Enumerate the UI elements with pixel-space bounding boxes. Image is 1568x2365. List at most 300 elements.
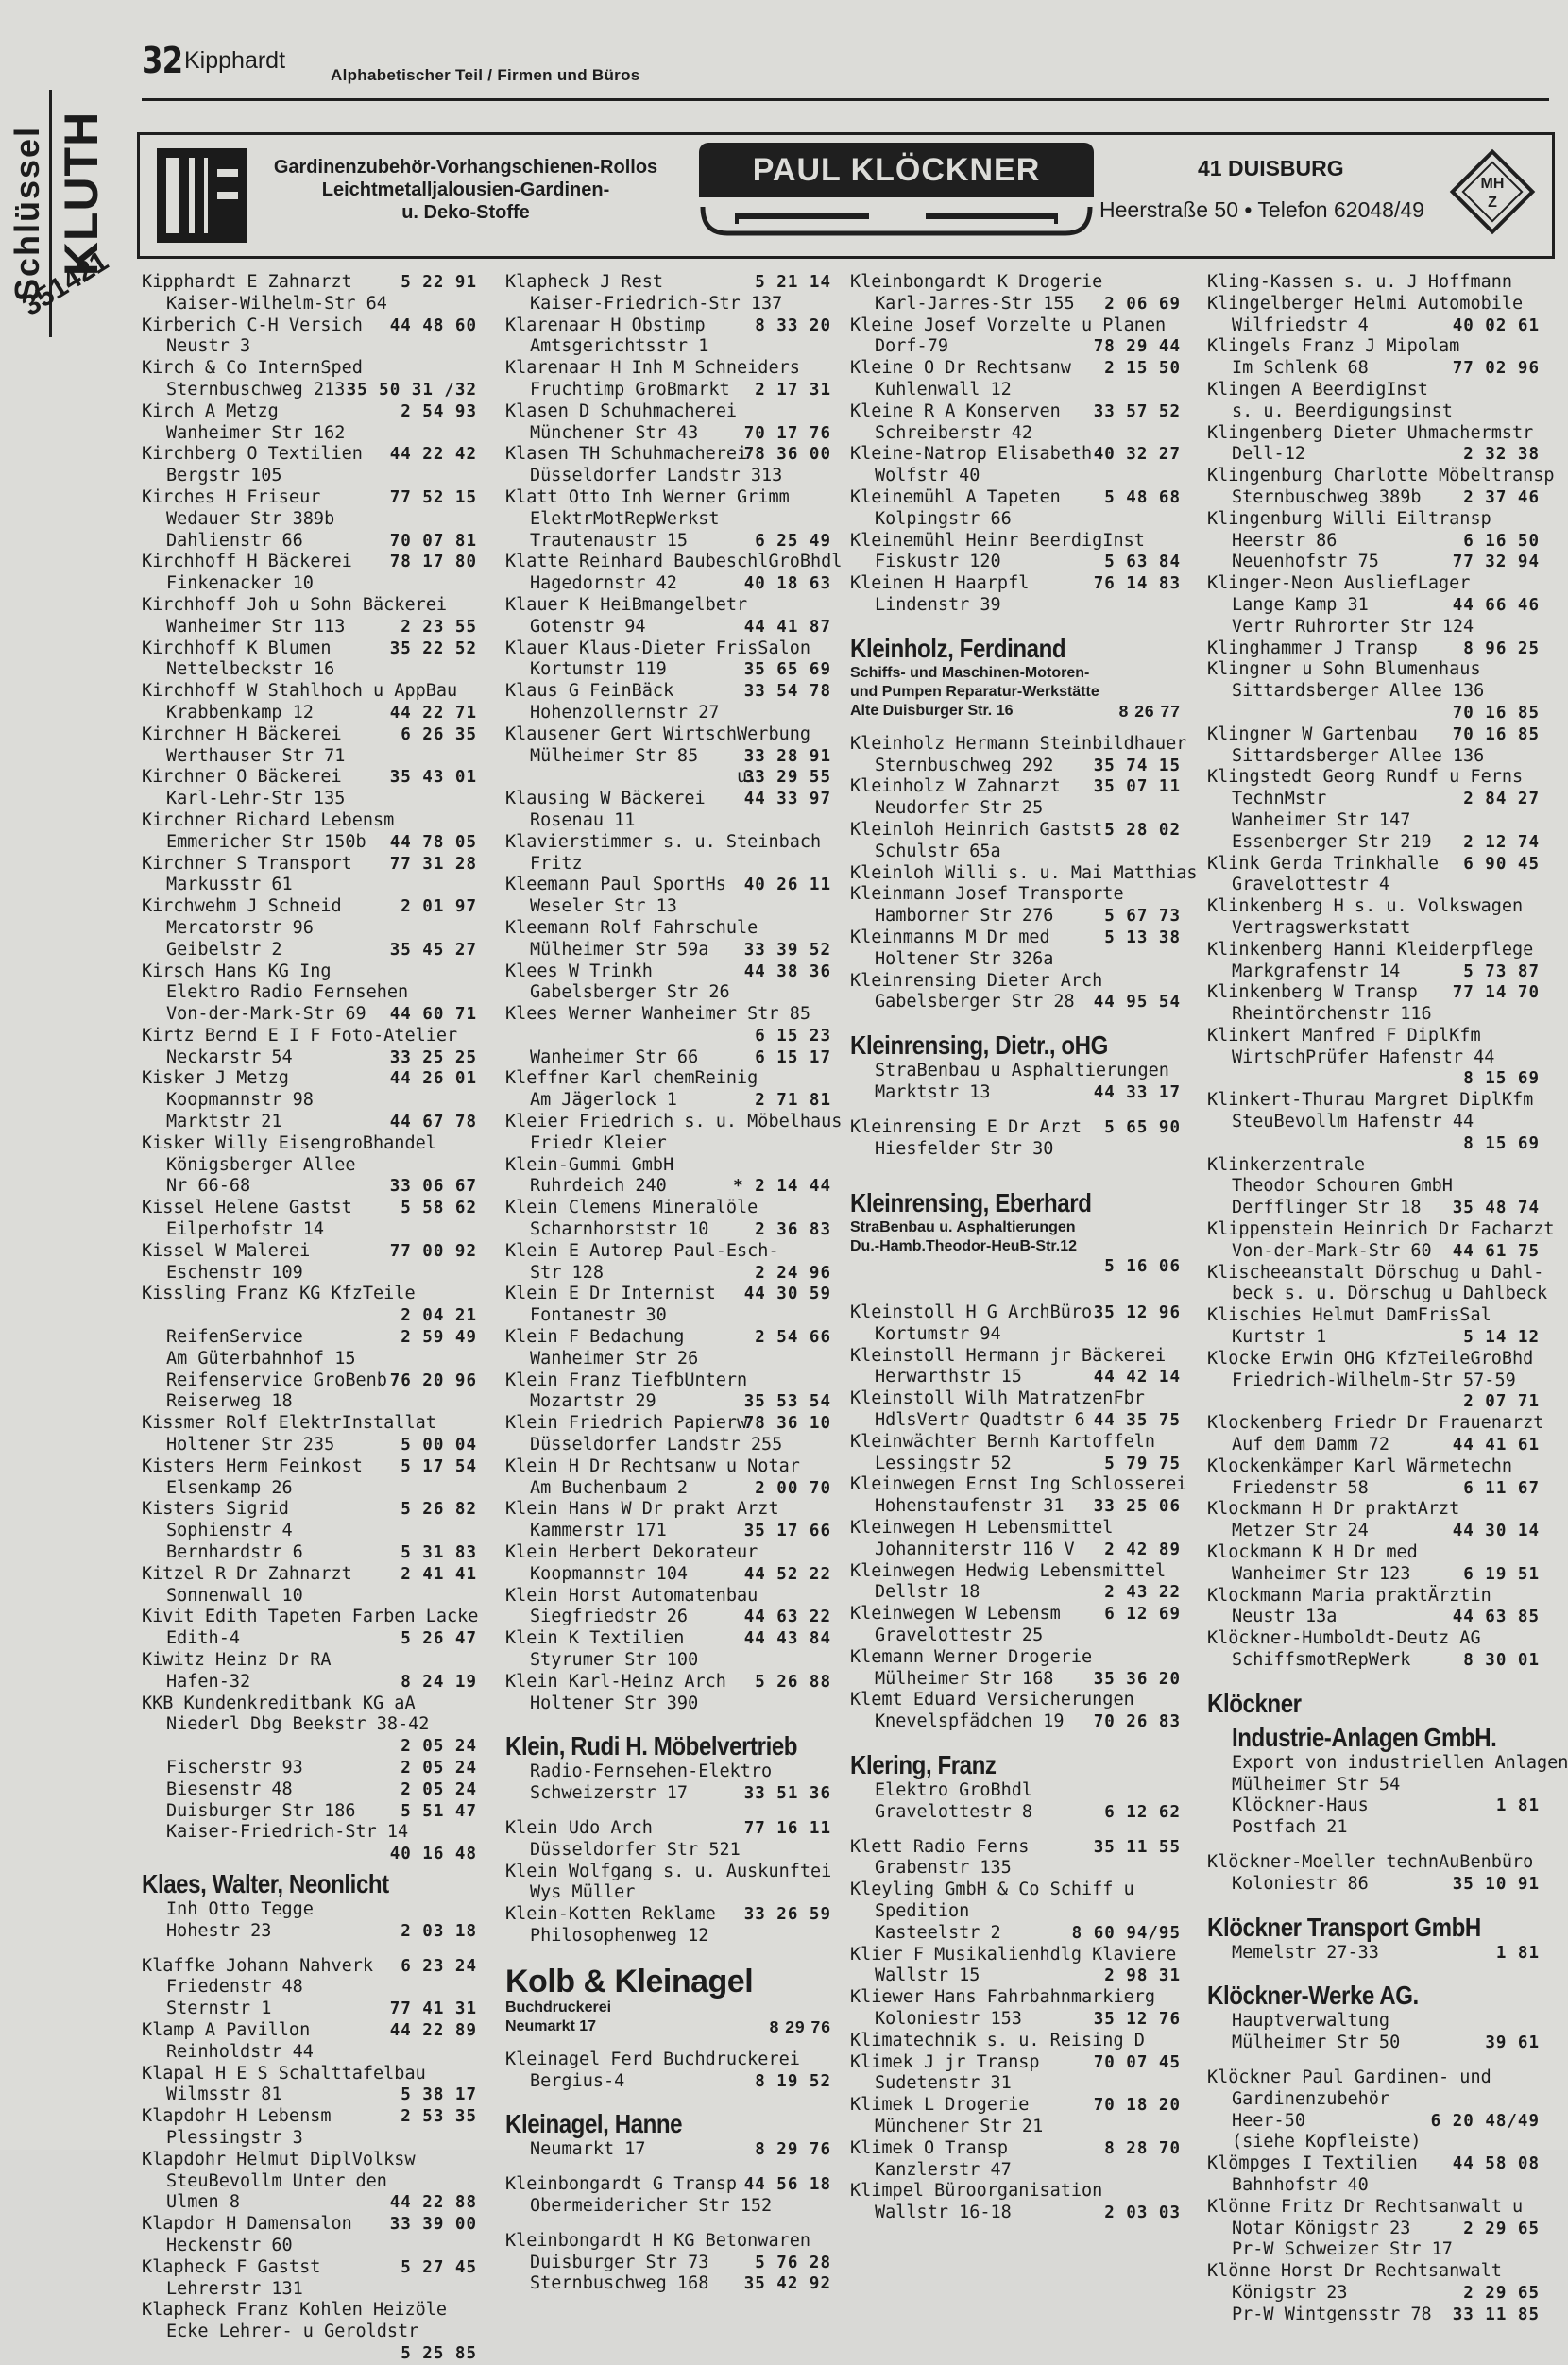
directory-entry-line (505, 1349, 831, 1370)
entry-text: Theodor Schouren GmbH (1232, 1176, 1453, 1197)
directory-entry-line (505, 294, 831, 315)
entry-text: Im Schlenk 68 (1232, 358, 1369, 379)
directory-entry-line (505, 1413, 831, 1435)
entry-phone-number: 44 30 14 (1452, 1522, 1540, 1541)
entry-text: Klees Werner Wanheimer Str 85 (505, 1004, 811, 1025)
entry-phone-number: 6 23 24 (401, 1956, 477, 1976)
entry-text: Mülheimer Str 85 (530, 745, 699, 766)
directory-entry-line (142, 1219, 477, 1241)
directory-entry-line (850, 1139, 1181, 1161)
directory-entry-line (142, 380, 477, 401)
entry-text: Marktstr 21 (166, 1112, 282, 1132)
directory-entry-line (142, 294, 477, 315)
directory-entry-line (850, 1540, 1181, 1561)
entry-phone-number: 5 26 88 (755, 1672, 831, 1692)
entry-phone-number: 5 31 83 (401, 1543, 477, 1563)
entry-text: Kirchwehm J Schneid (142, 896, 342, 917)
entry-text: SchiffsmotRepWerk (1232, 1650, 1411, 1670)
entry-text: Klönne Fritz Dr Rechtsanwalt u (1207, 2196, 1524, 2217)
directory-entry-line (505, 832, 831, 854)
directory-entry-line (505, 940, 831, 961)
entry-text: Klein F Bedachung (505, 1327, 685, 1348)
entry-text: Klapal H E S Schalttafelbau (142, 2063, 426, 2084)
entry-text: Wanheimer Str 147 (1232, 809, 1411, 830)
curtain-rail-icon (699, 201, 1094, 239)
directory-entry-line (850, 1604, 1181, 1625)
entry-phone-number: 33 51 36 (743, 1784, 831, 1804)
directory-entry-line (142, 1413, 477, 1435)
entry-phone-number: 2 98 31 (1104, 1966, 1181, 1986)
directory-entry-line (142, 2279, 477, 2301)
directory-entry-line (1207, 573, 1540, 595)
entry-text: Klett Radio Ferns (850, 1836, 1030, 1857)
entry-text: Nettelbeckstr 16 (166, 659, 335, 680)
directory-entry-line (850, 1302, 1181, 1324)
entry-text: ElektrMotRepWerkst (530, 508, 720, 529)
entry-phone-number: 2 00 70 (755, 1478, 831, 1498)
directory-entry-line (505, 1026, 831, 1047)
entry-phone-number: 2 43 22 (1104, 1583, 1181, 1603)
directory-entry-line (850, 2117, 1181, 2138)
entry-phone-number: 2 59 49 (401, 1328, 477, 1348)
directory-entry-line (142, 573, 477, 595)
entry-text: Sittardsberger Allee 136 (1232, 745, 1485, 766)
directory-entry-line (505, 2273, 831, 2295)
directory-entry-line (142, 724, 477, 746)
entry-phone-number: 2 24 96 (755, 1263, 831, 1283)
entry-text: WirtschPrüfer Hafenstr 44 (1232, 1046, 1495, 1067)
entry-text: Sudetenstr 31 (875, 2073, 1012, 2094)
entry-text: Notar Königstr 23 (1232, 2218, 1411, 2238)
entry-text: Kirch A Metzg (142, 400, 279, 421)
entry-phone-number: 1 81 (1495, 1796, 1540, 1816)
entry-phone-number: 6 19 51 (1463, 1564, 1540, 1584)
entry-text: Spedition (875, 1901, 970, 1922)
entry-text: Kirches H Friseur (142, 486, 321, 507)
directory-entry-line (1207, 1305, 1540, 1327)
entry-text: Klockmann K H Dr med (1207, 1542, 1418, 1563)
entry-text: Friedrich-Wilhelm-Str 57-59 (1232, 1370, 1516, 1390)
entry-text: Kirchner O Bäckerei (142, 767, 342, 788)
entry-phone-number: 5 27 45 (401, 2257, 477, 2277)
entry-text: Klausing W Bäckerei (505, 789, 706, 809)
entry-text: Fiskustr 120 (875, 552, 1001, 572)
directory-entry-line (142, 1822, 477, 1844)
entry-text: Kleinbongardt H KG Betonwaren (505, 2230, 811, 2251)
entry-phone-number: 76 20 96 (389, 1370, 477, 1390)
directory-entry-line (142, 1456, 477, 1478)
entry-phone-number: 44 95 54 (1093, 993, 1181, 1012)
entry-text: Kleinwächter Bernh Kartoffeln (850, 1431, 1156, 1452)
directory-entry-line (1207, 875, 1540, 896)
entry-text: Klamp A Pavillon (142, 2019, 311, 2040)
directory-entry-line (505, 1305, 831, 1327)
directory-entry-line (505, 1370, 831, 1392)
directory-entry-line (1207, 2219, 1540, 2240)
directory-entry-line (1207, 918, 1540, 940)
entry-phone-number: 44 26 01 (389, 1069, 477, 1089)
entry-text: Klaffke Johann Nahverk (142, 1955, 374, 1976)
entry-text: Kipphardt E Zahnarzt (142, 272, 352, 292)
directory-entry-line (850, 1346, 1181, 1368)
entry-text: Klapdohr Helmut DiplVolksw (142, 2149, 416, 2169)
entry-text: Kirchberg O Textilien (142, 444, 363, 465)
entry-phone-number: 2 29 65 (1463, 2283, 1540, 2303)
directory-entry-line (142, 2042, 477, 2064)
entry-phone-number: 5 14 12 (1463, 1328, 1540, 1348)
entry-phone-number: 6 15 23 (755, 1026, 831, 1046)
entry-text: Klatte Reinhard BaubeschlGroBhdl (505, 552, 843, 572)
directory-entry-line (505, 531, 831, 553)
entry-text: Klein E Dr Internist (505, 1284, 716, 1304)
directory-entry-line (1207, 1241, 1540, 1263)
entry-phone-number: 5 79 75 (1104, 1454, 1181, 1473)
directory-entry-line (1207, 1852, 1540, 1874)
entry-phone-number: 33 25 06 (1093, 1497, 1181, 1517)
entry-phone-number: 78 17 80 (389, 553, 477, 572)
directory-entry-line (142, 1047, 477, 1069)
entry-text: Essenberger Str 219 (1232, 831, 1432, 852)
entry-phone-number: 44 58 08 (1452, 2154, 1540, 2174)
directory-entry-line (850, 2138, 1181, 2160)
directory-entry-line (142, 1521, 477, 1542)
directory-entry-line (505, 380, 831, 401)
directory-entry-line (142, 1628, 477, 1650)
directory-entry-line (850, 1945, 1181, 1966)
entry-text: Koopmannstr 98 (166, 1090, 314, 1111)
entry-text: Klönne Horst Dr Rechtsanwalt (1207, 2261, 1502, 2282)
directory-entry-line (505, 1650, 831, 1672)
directory-entry-line (850, 1117, 1181, 1139)
entry-phone-number: 35 43 01 (389, 768, 477, 788)
entry-text: Klimpel Büroorganisation (850, 2181, 1103, 2202)
entry-text: Klöckner-Haus (1232, 1795, 1369, 1816)
directory-entry-line (142, 2300, 477, 2322)
entry-text: Elektro Radio Fernsehen (166, 982, 409, 1003)
entry-phone-number: 5 48 68 (1104, 487, 1181, 507)
entry-text: Metzer Str 24 (1232, 1521, 1369, 1541)
featured-entry-line (505, 2105, 831, 2139)
entry-phone-number: 70 16 85 (1452, 724, 1540, 744)
entry-phone-number: 77 02 96 (1452, 359, 1540, 379)
entry-text: Kurtstr 1 (1232, 1327, 1327, 1348)
entry-text: Klauer K HeiBmangelbetr (505, 594, 748, 615)
entry-text: s. u. Beerdigungsinst (1232, 400, 1453, 421)
directory-entry-line (142, 2171, 477, 2193)
entry-text: Derfflinger Str 18 (1232, 1198, 1422, 1218)
entry-text: Inh Otto Tegge (166, 1898, 314, 1919)
directory-column-3 (850, 272, 1198, 2224)
entry-text: Wanheimer Str 26 (530, 1348, 699, 1369)
entry-text: Klockmann H Dr praktArzt (1207, 1499, 1460, 1520)
entry-phone-number: 2 06 69 (1104, 294, 1181, 314)
entry-text: ReifenService (166, 1327, 303, 1348)
directory-entry-line (1207, 358, 1540, 380)
directory-entry-line (1207, 1943, 1540, 1965)
entry-spacer (505, 2161, 831, 2174)
entry-text: Wys Müller (530, 1882, 636, 1903)
entry-text: Klein Horst Automatenbau (505, 1585, 758, 1606)
entry-text: Kleinwegen Ernst Ing Schlosserei (850, 1474, 1187, 1495)
directory-entry-line (142, 1198, 477, 1219)
entry-text: Kleinrensing, Eberhard (850, 1188, 1092, 1218)
entry-text: Klein Herbert Dekorateur (505, 1542, 758, 1563)
entry-spacer (505, 2092, 831, 2105)
directory-entry-line (142, 509, 477, 531)
section-title: Alphabetischer Teil / Firmen und Büros (331, 66, 640, 84)
directory-entry-line (850, 315, 1181, 337)
entry-text: Kleinstoll Wilh MatratzenFbr (850, 1388, 1145, 1409)
directory-entry-line (1207, 638, 1540, 660)
directory-entry-line (505, 1564, 831, 1586)
entry-spacer (505, 2218, 831, 2231)
directory-entry-line (1207, 1607, 1540, 1628)
entry-text: HdlsVertr Quadtstr 6 (875, 1410, 1085, 1431)
entry-text: Kleffner Karl chemReinig (505, 1068, 758, 1089)
entry-phone-number: 44 66 46 (1452, 595, 1540, 615)
directory-entry-line (142, 1305, 477, 1327)
entry-text: Geibelstr 2 (166, 939, 282, 960)
directory-entry-line (505, 2253, 831, 2274)
entry-text: Klinghammer J Transp (1207, 638, 1418, 658)
entry-spacer (505, 1805, 831, 1818)
entry-text: Klein H Dr Rechtsanw u Notar (505, 1455, 800, 1476)
entry-text: Koloniestr 153 (875, 2009, 1022, 2029)
directory-entry-line (505, 1263, 831, 1285)
entry-text: Wilfriedstr 4 (1232, 315, 1369, 335)
directory-entry-line (1207, 1112, 1540, 1133)
entry-text: Sittardsberger Allee 136 (1232, 681, 1485, 702)
entry-phone-number: 44 63 22 (743, 1608, 831, 1627)
directory-entry-line (505, 617, 831, 638)
entry-text: Gabelsberger Str 26 (530, 982, 730, 1003)
entry-text: Elektro GroBhdl (875, 1780, 1033, 1801)
directory-entry-line (1207, 1047, 1540, 1069)
entry-text: Hiesfelder Str 30 (875, 1138, 1054, 1159)
directory-entry-line (1207, 982, 1540, 1004)
directory-entry-line (142, 703, 477, 724)
entry-phone-number: 35 07 11 (1093, 777, 1181, 797)
directory-entry-line (1207, 1284, 1548, 1305)
directory-entry-line (1207, 2261, 1540, 2283)
entry-phone-number: 35 53 54 (743, 1392, 831, 1412)
entry-text: Klapheck F Gastst (142, 2256, 321, 2277)
entry-text: Kissmer Rolf ElektrInstallat (142, 1413, 436, 1434)
entry-text: Kolpingstr 66 (875, 508, 1012, 529)
directory-entry-line (505, 2174, 831, 2196)
directory-entry-line (142, 1672, 477, 1693)
directory-entry-line (505, 1176, 831, 1198)
entry-text: Wallstr 15 (875, 1965, 980, 1986)
directory-entry-line (505, 1090, 831, 1112)
entry-text: Werthauser Str 71 (166, 745, 346, 766)
entry-text: Pr-W Schweizer Str 17 (1232, 2239, 1453, 2260)
side-tab (8, 90, 114, 337)
directory-entry-line (505, 444, 831, 466)
directory-entry-line (850, 1324, 1181, 1346)
directory-entry-line (142, 1801, 477, 1823)
entry-text: Klöckner Paul Gardinen- und (1207, 2067, 1491, 2087)
entry-text: Neustr 13a (1232, 1607, 1338, 1627)
entry-text: (siehe Kopfleiste) (1232, 2132, 1422, 2152)
directory-entry-line (142, 1478, 477, 1500)
featured-entry-line (1207, 1685, 1540, 1719)
directory-entry-line (505, 681, 831, 703)
directory-entry-line (850, 1901, 1181, 1923)
entry-phone-number: 33 39 52 (743, 940, 831, 960)
entry-phone-number: 2 54 93 (401, 401, 477, 421)
entry-text: Finkenacker 10 (166, 573, 314, 594)
directory-entry-line (142, 1241, 477, 1263)
entry-text: Fischerstr 93 (166, 1757, 303, 1778)
directory-entry-line (142, 1263, 477, 1285)
entry-phone-number: 2 32 38 (1463, 445, 1540, 465)
directory-entry-line (505, 1004, 831, 1026)
directory-entry-line (850, 1690, 1181, 1711)
entry-phone-number: 8 26 77 (1118, 701, 1181, 721)
entry-spacer (1207, 1896, 1540, 1909)
directory-entry-line (505, 358, 831, 380)
entry-phone-number: 8 15 69 (1463, 1133, 1540, 1153)
entry-text: Wedauer Str 389b (166, 508, 335, 529)
directory-entry-line (142, 1542, 477, 1564)
entry-text: Kisters Herm Feinkost (142, 1455, 363, 1476)
entry-text: Kleinwegen W Lebensm (850, 1604, 1061, 1625)
entry-phone-number: 5 22 91 (401, 273, 477, 292)
directory-column-1 (142, 272, 477, 2365)
directory-entry-line (142, 401, 477, 423)
entry-text: Kleinagel, Hanne (505, 2109, 683, 2139)
entry-phone-number: 2 41 41 (401, 1564, 477, 1584)
entry-text: Ecke Lehrer- u Geroldstr (166, 2322, 419, 2342)
entry-text: Trautenaustr 15 (530, 530, 689, 551)
directory-entry-line (142, 1999, 477, 2020)
entry-text: Styrumer Str 100 (530, 1650, 699, 1670)
entry-text: Neumarkt 17 (505, 2017, 597, 2034)
entry-text: Holtener Str 390 (530, 1693, 699, 1713)
directory-entry-line (142, 1327, 477, 1349)
entry-text: Klingelberger Helmi Automobile (1207, 293, 1524, 314)
entry-text: Von-der-Mark-Str 60 (1232, 1240, 1432, 1261)
directory-entry-line (505, 1219, 831, 1241)
entry-text: Klinger-Neon AusliefLager (1207, 573, 1471, 594)
entry-phone-number: 44 30 59 (743, 1285, 831, 1304)
entry-text: Klinkenberg W Transp (1207, 982, 1418, 1003)
directory-entry-line (850, 358, 1181, 380)
entry-text: Sternstr 1 (166, 1999, 272, 2019)
directory-entry-line (142, 2150, 477, 2171)
directory-entry-line (850, 401, 1181, 423)
directory-entry-line (505, 896, 831, 918)
directory-entry-line (142, 552, 477, 573)
entry-spacer (850, 1278, 1181, 1302)
directory-entry-line (142, 1714, 477, 1736)
entry-phone-number: 6 20 48/49 (1430, 2111, 1540, 2131)
entry-phone-number: 8 60 94/95 (1071, 1923, 1181, 1943)
entry-text: Biesenstr 48 (166, 1778, 293, 1799)
directory-entry-line (142, 1133, 477, 1155)
entry-text: SteuBevollm Hafenstr 44 (1232, 1112, 1474, 1132)
entry-text: Mülheimer Str 59a (530, 939, 709, 960)
directory-entry-line (142, 1349, 477, 1370)
directory-entry-line (142, 358, 477, 380)
entry-text: Kirchner Richard Lebensm (142, 809, 395, 830)
entry-text: Amtsgerichtsstr 1 (530, 336, 709, 357)
directory-entry-line (1207, 444, 1540, 466)
directory-entry-line (505, 573, 831, 595)
directory-entry-line (505, 1840, 831, 1862)
entry-text: Klimek L Drogerie (850, 2095, 1030, 2116)
entry-text: Düsseldorfer Str 521 (530, 1839, 741, 1860)
directory-entry-line (142, 1112, 477, 1133)
entry-text: Klarenaar H Obstimp (505, 315, 706, 335)
entry-phone-number: 44 43 84 (743, 1629, 831, 1649)
entry-phone-number: 6 26 35 (401, 724, 477, 744)
entry-phone-number: 2 17 31 (755, 380, 831, 400)
entry-text: Obermeidericher Str 152 (530, 2195, 773, 2216)
entry-phone-number: 35 74 15 (1093, 756, 1181, 775)
entry-text: Lehrerstr 131 (166, 2278, 303, 2299)
directory-entry-line (1207, 2067, 1540, 2089)
entry-text: Klemt Eduard Versicherungen (850, 1690, 1134, 1710)
entry-text: Klausener Gert WirtschWerbung (505, 723, 811, 744)
directory-entry-line (850, 423, 1181, 445)
directory-entry-line (505, 1499, 831, 1521)
entry-phone-number: 70 07 81 (389, 531, 477, 551)
entry-text: Münchener Str 21 (875, 2116, 1044, 2136)
entry-text: Vertragswerkstatt (1232, 917, 1411, 938)
directory-entry-line (142, 1956, 477, 1978)
entry-text: Lange Kamp 31 (1232, 594, 1369, 615)
entry-phone-number: 8 30 01 (1463, 1651, 1540, 1670)
entry-text: Klein K Textilien (505, 1628, 685, 1649)
directory-entry-line (850, 1711, 1181, 1733)
entry-text: Karl-Lehr-Str 135 (166, 789, 346, 809)
ad-company-banner (699, 143, 1094, 197)
directory-entry-line (142, 810, 477, 832)
featured-entry-line (1207, 1909, 1540, 1943)
entry-text: Ruhrdeich 240 (530, 1176, 667, 1197)
directory-entry-line (1207, 1133, 1540, 1155)
entry-text: Edith-4 (166, 1628, 240, 1649)
entry-text: Kleinloh Willi s. u. Mai Matthias (850, 862, 1198, 883)
directory-entry-line (142, 487, 477, 509)
directory-entry-line (1207, 832, 1540, 854)
entry-text: Friedenstr 58 (1232, 1477, 1369, 1498)
directory-entry-line (850, 294, 1181, 315)
entry-text: Mercatorstr 96 (166, 917, 314, 938)
entry-phone-number: 40 26 11 (743, 876, 831, 895)
entry-text: Klingenburg Charlotte Möbeltransp (1207, 466, 1555, 486)
entry-text: Klarenaar H Inh M Schneiders (505, 358, 800, 379)
entry-text: Sophienstr 4 (166, 1521, 293, 1541)
entry-text: Klapdohr H Lebensm (142, 2106, 332, 2127)
entry-phone-number: 33 11 85 (1452, 2305, 1540, 2324)
entry-phone-number: 35 65 69 (743, 660, 831, 680)
entry-phone-number: 1 81 (1495, 1943, 1540, 1963)
entry-text: Knevelspfädchen 19 (875, 1711, 1065, 1732)
entry-phone-number: 2 12 74 (1463, 832, 1540, 852)
directory-entry-line (1207, 552, 1540, 573)
directory-entry-line (850, 2181, 1181, 2203)
entry-text: Klein Udo Arch (505, 1817, 653, 1838)
advertisement-banner (137, 132, 1555, 259)
entry-phone-number: 5 73 87 (1463, 961, 1540, 981)
directory-entry-line (142, 2128, 477, 2150)
entry-phone-number: 35 42 92 (743, 2274, 831, 2294)
directory-entry-line (850, 1388, 1181, 1410)
entry-text: Kaiser-Friedrich-Str 14 (166, 1822, 409, 1843)
